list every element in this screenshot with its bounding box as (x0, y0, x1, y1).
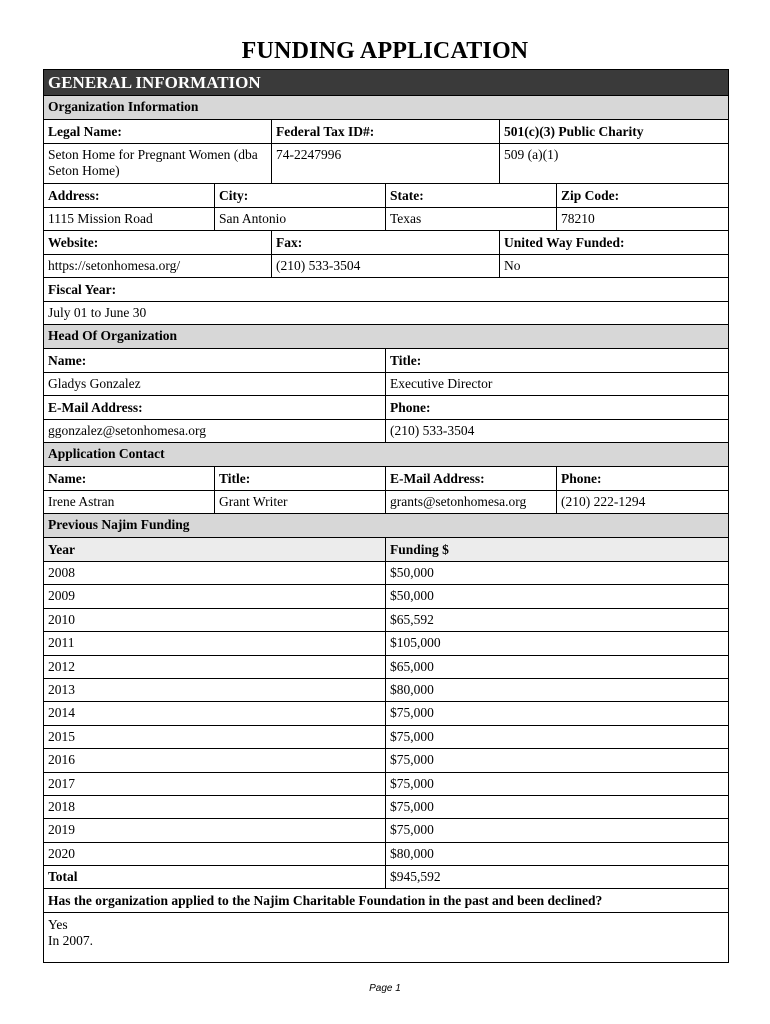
funding-row (44, 726, 728, 749)
contact-email-label: E-Mail Address: (386, 467, 557, 490)
fiscal-year-value-row (44, 302, 728, 325)
address-values-row (44, 208, 728, 231)
head-name-labels-row (44, 349, 728, 373)
funding-row (44, 773, 728, 796)
funding-year: 2016 (44, 749, 386, 771)
head-name-label: Name: (44, 349, 386, 372)
legal-name-label: Legal Name: (44, 120, 272, 143)
funding-year: 2012 (44, 656, 386, 678)
state-label: State: (386, 184, 557, 207)
head-name-values-row (44, 373, 728, 396)
zip-code-label: Zip Code: (561, 188, 620, 203)
legal-name-labels-row (44, 120, 728, 144)
funding-year: 2011 (44, 632, 386, 654)
funding-year: 2017 (44, 773, 386, 795)
funding-year: 2014 (44, 702, 386, 724)
fiscal-year-label: Fiscal Year: (48, 282, 117, 297)
website-label: Website: (44, 231, 272, 254)
funding-rows (44, 562, 728, 866)
funding-row (44, 632, 728, 655)
funding-year: 2018 (44, 796, 386, 818)
page-title: FUNDING APPLICATION (241, 38, 529, 64)
contact-email-value: grants@setonhomesa.org (386, 491, 557, 513)
contact-name-label: Name: (44, 467, 215, 490)
funding-year: 2010 (44, 609, 386, 631)
head-title-label: Title: (390, 353, 422, 368)
funding-year: 2013 (44, 679, 386, 701)
funding-amount: $50,000 (390, 565, 434, 580)
funding-amount: $80,000 (390, 681, 434, 697)
total-value: $945,592 (390, 869, 441, 885)
funding-row (44, 679, 728, 702)
federal-tax-id-value: 74-2247996 (272, 144, 500, 183)
funding-row (44, 585, 728, 608)
funding-amount: $105,000 (390, 635, 441, 651)
page-number: Page 1 (369, 983, 401, 994)
funding-year: 2020 (44, 843, 386, 865)
contact-phone-label: Phone: (561, 471, 602, 486)
head-phone-value: (210) 533-3504 (390, 423, 475, 438)
head-email-label: E-Mail Address: (44, 396, 386, 419)
funding-row (44, 656, 728, 679)
contact-values-row (44, 491, 728, 514)
application-contact-header: Application Contact (44, 443, 728, 467)
head-email-values-row (44, 420, 728, 443)
head-email-value: ggonzalez@setonhomesa.org (44, 420, 386, 442)
funding-amount: $75,000 (390, 752, 434, 768)
website-labels-row (44, 231, 728, 255)
funding-amount: $75,000 (390, 705, 434, 721)
contact-title-label: Title: (215, 467, 386, 490)
fax-value: (210) 533-3504 (272, 255, 500, 277)
funding-total-row (44, 866, 728, 889)
funding-row (44, 609, 728, 632)
previous-funding-header: Previous Najim Funding (44, 514, 728, 538)
declined-question: Has the organization applied to the Najim Charitable Foundation in the past and been declined? (48, 893, 603, 909)
funding-row (44, 562, 728, 585)
funding-year: 2019 (44, 819, 386, 841)
public-charity-label: 501(c)(3) Public Charity (504, 124, 644, 139)
legal-name-value: Seton Home for Pregnant Women (dba Seton Home) (44, 144, 272, 183)
funding-row (44, 702, 728, 725)
zip-code-value: 78210 (561, 211, 595, 226)
united-way-value: No (504, 258, 521, 273)
funding-row (44, 819, 728, 842)
funding-row (44, 843, 728, 866)
fax-label: Fax: (272, 231, 500, 254)
contact-labels-row (44, 467, 728, 491)
funding-amount: $50,000 (390, 588, 434, 604)
state-value: Texas (386, 208, 557, 230)
general-information-header: GENERAL INFORMATION (44, 70, 728, 96)
fiscal-year-value: July 01 to June 30 (48, 305, 147, 320)
address-value: 1115 Mission Road (44, 208, 215, 230)
head-phone-label: Phone: (390, 400, 431, 415)
head-name-value: Gladys Gonzalez (44, 373, 386, 395)
federal-tax-id-label: Federal Tax ID#: (272, 120, 500, 143)
city-label: City: (215, 184, 386, 207)
year-column-header: Year (44, 538, 386, 561)
public-charity-value: 509 (a)(1) (504, 147, 559, 162)
funding-column-headers (44, 538, 728, 562)
fiscal-year-label-row (44, 278, 728, 302)
funding-amount: $75,000 (390, 728, 434, 744)
city-value: San Antonio (215, 208, 386, 230)
declined-answer: Yes In 2007. (48, 917, 93, 949)
funding-amount: $65,000 (390, 658, 434, 674)
head-title-value: Executive Director (390, 376, 493, 391)
funding-year: 2008 (44, 562, 386, 584)
united-way-label: United Way Funded: (504, 235, 625, 250)
organization-information-header: Organization Information (44, 96, 728, 120)
address-labels-row (44, 184, 728, 208)
head-email-labels-row (44, 396, 728, 420)
funding-row (44, 749, 728, 772)
funding-amount: $80,000 (390, 845, 434, 861)
website-values-row (44, 255, 728, 278)
funding-year: 2015 (44, 726, 386, 748)
funding-amount: $65,592 (390, 611, 434, 627)
contact-name-value: Irene Astran (44, 491, 215, 513)
funding-row (44, 796, 728, 819)
legal-name-values-row (44, 144, 728, 184)
funding-column-header: Funding $ (390, 542, 449, 557)
funding-application-form (43, 69, 729, 963)
funding-amount: $75,000 (390, 822, 434, 838)
head-of-organization-header: Head Of Organization (44, 325, 728, 349)
total-label: Total (44, 866, 386, 888)
funding-amount: $75,000 (390, 798, 434, 814)
declined-answer-row (44, 913, 728, 963)
contact-title-value: Grant Writer (215, 491, 386, 513)
contact-phone-value: (210) 222-1294 (561, 494, 646, 509)
funding-year: 2009 (44, 585, 386, 607)
address-label: Address: (44, 184, 215, 207)
declined-question-row (44, 889, 728, 913)
website-value: https://setonhomesa.org/ (44, 255, 272, 277)
funding-amount: $75,000 (390, 775, 434, 791)
